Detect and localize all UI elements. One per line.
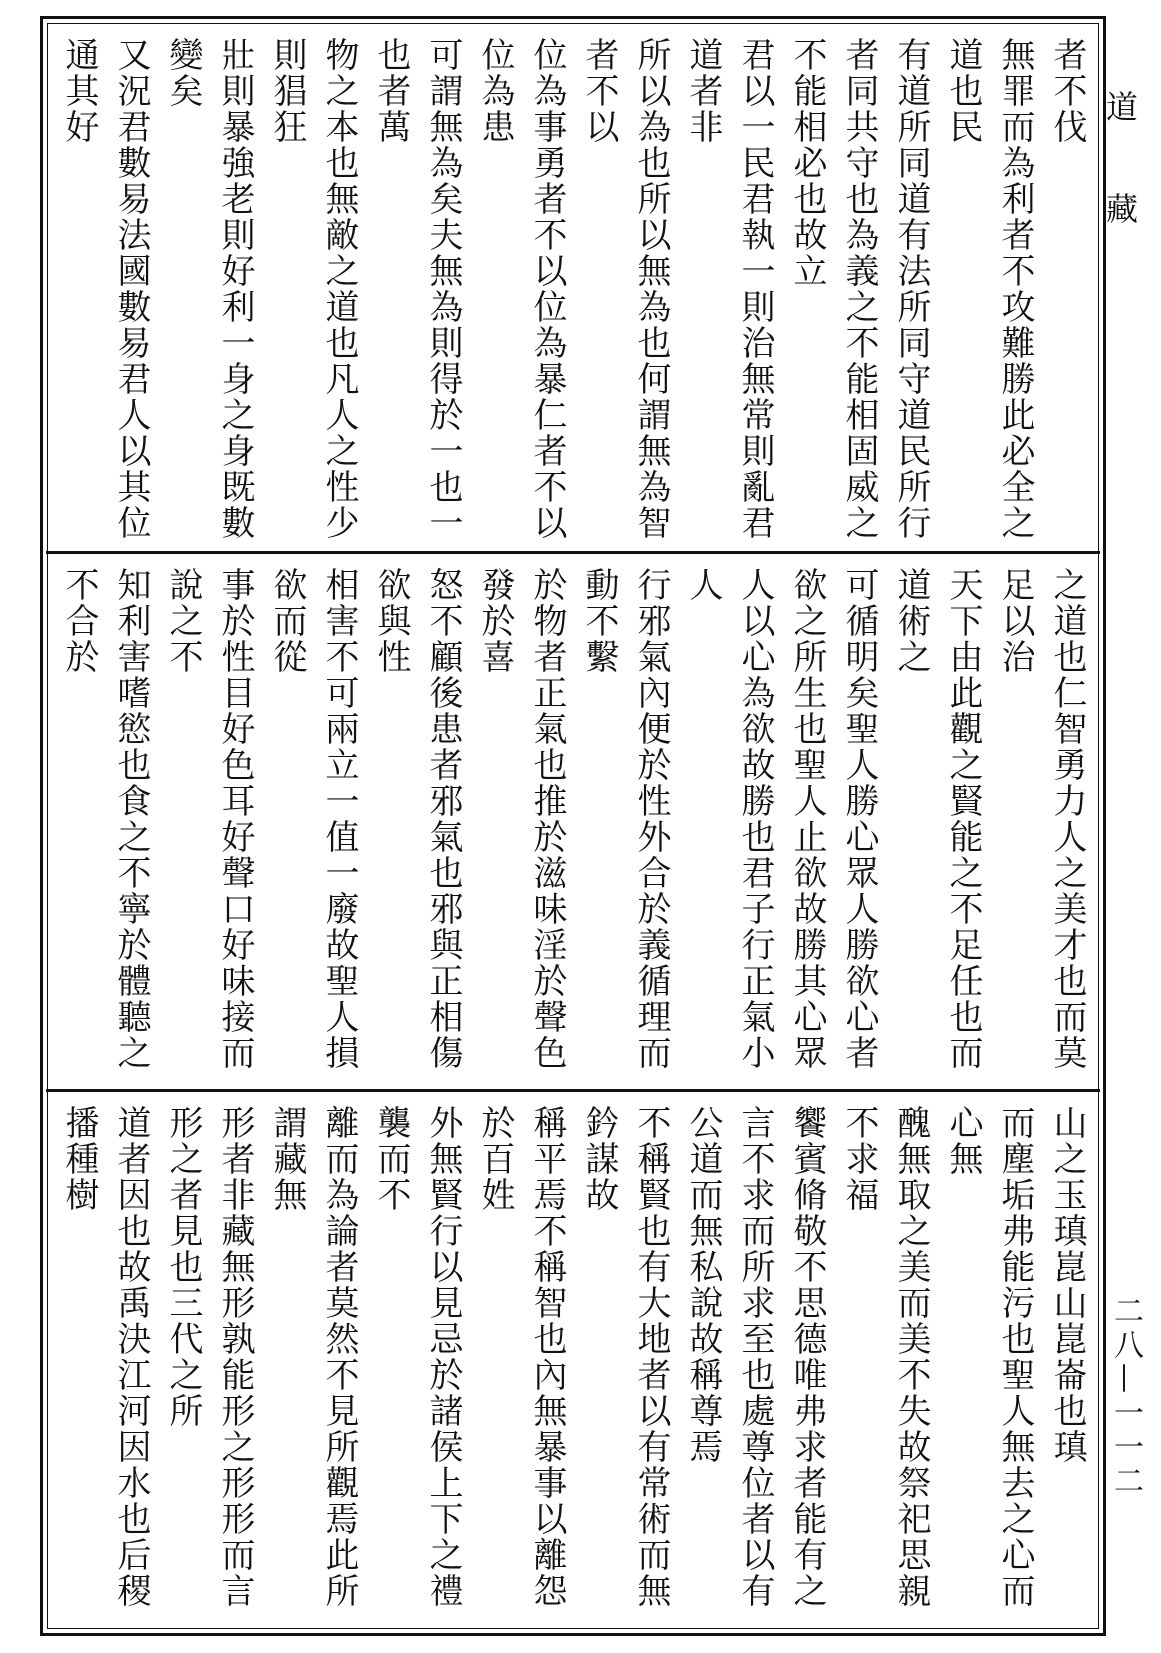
middle-block-text: 之道也仁智勇力人之美才也而莫足以治 天下由此觀之賢能之不足任也而道術之 可循明矣聖人勝心眾人勝欲心者欲之所生也聖人止欲故勝其心眾人以心為欲故勝也君子行正氣小人 行邪氣內便於性外合於義循理而動不繫 於物者正氣也推於滋味淫於聲色發於喜 怒不顧後患者邪氣也邪與正相傷欲與性 相害不可兩立一值一廢故聖人損欲而從 事於性目好色耳好聲口好味接而說之不 知利害嗜慾也食之不寧於體聽之不合於 xyxy=(59,567,1087,1071)
register-divider xyxy=(46,1089,1100,1092)
text-block-lower xyxy=(53,1097,1099,1629)
page-border xyxy=(40,16,1106,1636)
lower-block-text: 山之玉瑱崑山崑崙也瑱 而塵垢弗能污也聖人無去之心而心無 醜無取之美而美不失故祭祀思親不求福 饗賓脩敬不思德唯弗求者能有之言不求而所求至也處尊位者以有公道而無私說故稱尊焉 不稱賢也有大地者以有常術而無鈐謀故 稱平焉不稱智也內無暴事以離怨於百姓 外無賢行以見忌於諸侯上下之禮襲而不 離而為論者莫然不見所觀焉此所謂藏無 形者非藏無形孰能形之形形而言形之者見也三代之所 道者因也故禹決江河因水也后稷播種樹 xyxy=(59,1105,1087,1609)
page-number: 二八—一一二 xyxy=(1108,1295,1143,1499)
text-block-upper xyxy=(53,29,1099,547)
register-divider xyxy=(46,551,1100,554)
upper-block-text: 者不伐 無罪而為利者不攻難勝此必全之道也民 有道所同道有法所同守道民所行者同共守也為義之不能相固威之不能相必也故立 君以一民君執一則治無常則亂君道者非 所以為也所以無為也何謂無為智者不以 位為事勇者不以位為暴仁者不以位為患 可謂無為矣夫無為則得於一也一也者萬 物之本也無敵之道也凡人之性少則猖狂 壯則暴強老則好利一身之身既數變矣 又況君數易法國數易君人以其位通其好 xyxy=(59,37,1087,541)
collection-title: 道藏 xyxy=(1101,90,1139,294)
text-block-middle xyxy=(53,559,1099,1085)
